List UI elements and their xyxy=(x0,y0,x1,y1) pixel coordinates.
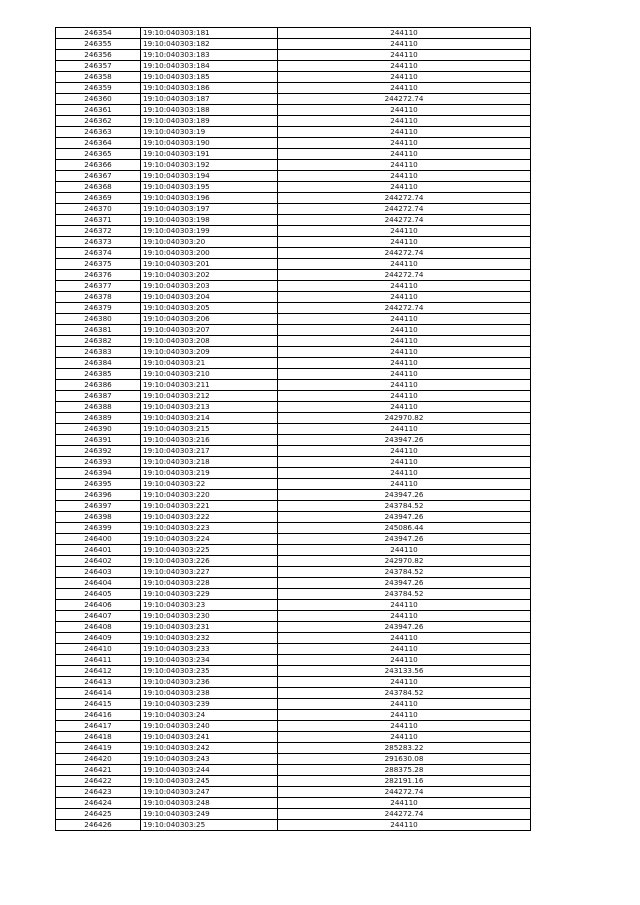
row-number-cell: 246389 xyxy=(56,413,141,424)
value-cell: 244110 xyxy=(278,699,531,710)
value-cell: 243784.52 xyxy=(278,567,531,578)
row-number-cell: 246390 xyxy=(56,424,141,435)
cadastral-number-cell: 19:10:040303:201 xyxy=(141,259,278,270)
value-cell: 243947.26 xyxy=(278,512,531,523)
table-row xyxy=(56,39,531,50)
value-cell: 244110 xyxy=(278,545,531,556)
value-cell: 244110 xyxy=(278,325,531,336)
table-row xyxy=(56,303,531,314)
cadastral-number-cell: 19:10:040303:198 xyxy=(141,215,278,226)
cadastral-number-cell: 19:10:040303:228 xyxy=(141,578,278,589)
table-row xyxy=(56,347,531,358)
table-row xyxy=(56,699,531,710)
table-row xyxy=(56,292,531,303)
row-number-cell: 246378 xyxy=(56,292,141,303)
value-cell: 244110 xyxy=(278,391,531,402)
value-cell: 244110 xyxy=(278,798,531,809)
cadastral-number-cell: 19:10:040303:230 xyxy=(141,611,278,622)
value-cell: 244110 xyxy=(278,149,531,160)
cadastral-number-cell: 19:10:040303:240 xyxy=(141,721,278,732)
value-cell: 282191.16 xyxy=(278,776,531,787)
value-cell: 244110 xyxy=(278,28,531,39)
row-number-cell: 246365 xyxy=(56,149,141,160)
table-row xyxy=(56,501,531,512)
table-row xyxy=(56,677,531,688)
table-row xyxy=(56,468,531,479)
row-number-cell: 246404 xyxy=(56,578,141,589)
row-number-cell: 246393 xyxy=(56,457,141,468)
cadastral-number-cell: 19:10:040303:234 xyxy=(141,655,278,666)
value-cell: 244110 xyxy=(278,710,531,721)
cadastral-number-cell: 19:10:040303:202 xyxy=(141,270,278,281)
table-row xyxy=(56,270,531,281)
row-number-cell: 246386 xyxy=(56,380,141,391)
value-cell: 244272.74 xyxy=(278,193,531,204)
table-row xyxy=(56,193,531,204)
table-row xyxy=(56,226,531,237)
cadastral-number-cell: 19:10:040303:197 xyxy=(141,204,278,215)
cadastral-number-cell: 19:10:040303:209 xyxy=(141,347,278,358)
table-row xyxy=(56,611,531,622)
table-row xyxy=(56,765,531,776)
table-row xyxy=(56,182,531,193)
row-number-cell: 246366 xyxy=(56,160,141,171)
cadastral-number-cell: 19:10:040303:199 xyxy=(141,226,278,237)
row-number-cell: 246421 xyxy=(56,765,141,776)
value-cell: 244110 xyxy=(278,160,531,171)
cadastral-number-cell: 19:10:040303:238 xyxy=(141,688,278,699)
row-number-cell: 246387 xyxy=(56,391,141,402)
table-row xyxy=(56,336,531,347)
value-cell: 244110 xyxy=(278,314,531,325)
value-cell: 244110 xyxy=(278,424,531,435)
row-number-cell: 246385 xyxy=(56,369,141,380)
cadastral-number-cell: 19:10:040303:185 xyxy=(141,72,278,83)
row-number-cell: 246419 xyxy=(56,743,141,754)
row-number-cell: 246383 xyxy=(56,347,141,358)
cadastral-number-cell: 19:10:040303:196 xyxy=(141,193,278,204)
table-row xyxy=(56,61,531,72)
table-row xyxy=(56,105,531,116)
cadastral-number-cell: 19:10:040303:24 xyxy=(141,710,278,721)
row-number-cell: 246401 xyxy=(56,545,141,556)
cadastral-number-cell: 19:10:040303:219 xyxy=(141,468,278,479)
value-cell: 244110 xyxy=(278,336,531,347)
value-cell: 244110 xyxy=(278,600,531,611)
row-number-cell: 246392 xyxy=(56,446,141,457)
table-row xyxy=(56,369,531,380)
cadastral-number-cell: 19:10:040303:203 xyxy=(141,281,278,292)
value-cell: 243947.26 xyxy=(278,435,531,446)
table-row xyxy=(56,776,531,787)
row-number-cell: 246396 xyxy=(56,490,141,501)
table-row xyxy=(56,534,531,545)
value-cell: 288375.28 xyxy=(278,765,531,776)
row-number-cell: 246424 xyxy=(56,798,141,809)
cadastral-number-cell: 19:10:040303:22 xyxy=(141,479,278,490)
row-number-cell: 246384 xyxy=(56,358,141,369)
cadastral-number-cell: 19:10:040303:243 xyxy=(141,754,278,765)
cadastral-number-cell: 19:10:040303:231 xyxy=(141,622,278,633)
row-number-cell: 246364 xyxy=(56,138,141,149)
value-cell: 243784.52 xyxy=(278,688,531,699)
table-row xyxy=(56,556,531,567)
table-row xyxy=(56,314,531,325)
cadastral-number-cell: 19:10:040303:224 xyxy=(141,534,278,545)
row-number-cell: 246362 xyxy=(56,116,141,127)
cadastral-number-cell: 19:10:040303:239 xyxy=(141,699,278,710)
row-number-cell: 246420 xyxy=(56,754,141,765)
table-row xyxy=(56,281,531,292)
cadastral-number-cell: 19:10:040303:187 xyxy=(141,94,278,105)
value-cell: 244110 xyxy=(278,237,531,248)
value-cell: 244110 xyxy=(278,369,531,380)
table-row xyxy=(56,600,531,611)
row-number-cell: 246356 xyxy=(56,50,141,61)
cadastral-number-cell: 19:10:040303:208 xyxy=(141,336,278,347)
value-cell: 244110 xyxy=(278,655,531,666)
value-cell: 244272.74 xyxy=(278,215,531,226)
row-number-cell: 246354 xyxy=(56,28,141,39)
value-cell: 244110 xyxy=(278,721,531,732)
table-row xyxy=(56,391,531,402)
row-number-cell: 246361 xyxy=(56,105,141,116)
cadastral-number-cell: 19:10:040303:188 xyxy=(141,105,278,116)
table-row xyxy=(56,732,531,743)
row-number-cell: 246397 xyxy=(56,501,141,512)
cadastral-number-cell: 19:10:040303:248 xyxy=(141,798,278,809)
value-cell: 244110 xyxy=(278,259,531,270)
table-row xyxy=(56,325,531,336)
value-cell: 243947.26 xyxy=(278,578,531,589)
row-number-cell: 246395 xyxy=(56,479,141,490)
row-number-cell: 246426 xyxy=(56,820,141,831)
row-number-cell: 246388 xyxy=(56,402,141,413)
value-cell: 285283.22 xyxy=(278,743,531,754)
table-row xyxy=(56,171,531,182)
cadastral-number-cell: 19:10:040303:213 xyxy=(141,402,278,413)
row-number-cell: 246409 xyxy=(56,633,141,644)
row-number-cell: 246357 xyxy=(56,61,141,72)
value-cell: 244110 xyxy=(278,292,531,303)
row-number-cell: 246410 xyxy=(56,644,141,655)
table-row xyxy=(56,237,531,248)
cadastral-number-cell: 19:10:040303:236 xyxy=(141,677,278,688)
table-row xyxy=(56,809,531,820)
value-cell: 244110 xyxy=(278,644,531,655)
value-cell: 244110 xyxy=(278,358,531,369)
cadastral-number-cell: 19:10:040303:215 xyxy=(141,424,278,435)
value-cell: 244110 xyxy=(278,380,531,391)
value-cell: 245086.44 xyxy=(278,523,531,534)
row-number-cell: 246412 xyxy=(56,666,141,677)
value-cell: 244272.74 xyxy=(278,204,531,215)
row-number-cell: 246375 xyxy=(56,259,141,270)
row-number-cell: 246423 xyxy=(56,787,141,798)
value-cell: 244110 xyxy=(278,457,531,468)
table-row xyxy=(56,204,531,215)
table-row xyxy=(56,457,531,468)
value-cell: 242970.82 xyxy=(278,413,531,424)
row-number-cell: 246416 xyxy=(56,710,141,721)
value-cell: 244110 xyxy=(278,138,531,149)
table-row xyxy=(56,83,531,94)
table-row xyxy=(56,798,531,809)
table-row xyxy=(56,259,531,270)
row-number-cell: 246400 xyxy=(56,534,141,545)
cadastral-number-cell: 19:10:040303:223 xyxy=(141,523,278,534)
value-cell: 244272.74 xyxy=(278,303,531,314)
table-row xyxy=(56,28,531,39)
row-number-cell: 246399 xyxy=(56,523,141,534)
cadastral-number-cell: 19:10:040303:207 xyxy=(141,325,278,336)
cadastral-number-cell: 19:10:040303:229 xyxy=(141,589,278,600)
row-number-cell: 246355 xyxy=(56,39,141,50)
row-number-cell: 246380 xyxy=(56,314,141,325)
row-number-cell: 246372 xyxy=(56,226,141,237)
row-number-cell: 246408 xyxy=(56,622,141,633)
row-number-cell: 246402 xyxy=(56,556,141,567)
value-cell: 244110 xyxy=(278,226,531,237)
value-cell: 244110 xyxy=(278,50,531,61)
value-cell: 244272.74 xyxy=(278,270,531,281)
table-row xyxy=(56,127,531,138)
table-row xyxy=(56,358,531,369)
cadastral-number-cell: 19:10:040303:191 xyxy=(141,149,278,160)
table-row xyxy=(56,424,531,435)
row-number-cell: 246360 xyxy=(56,94,141,105)
table-row xyxy=(56,622,531,633)
value-cell: 244110 xyxy=(278,72,531,83)
row-number-cell: 246368 xyxy=(56,182,141,193)
cadastral-number-cell: 19:10:040303:211 xyxy=(141,380,278,391)
cadastral-number-cell: 19:10:040303:19 xyxy=(141,127,278,138)
cadastral-number-cell: 19:10:040303:232 xyxy=(141,633,278,644)
table-row xyxy=(56,402,531,413)
table-row xyxy=(56,50,531,61)
row-number-cell: 246358 xyxy=(56,72,141,83)
cadastral-number-cell: 19:10:040303:242 xyxy=(141,743,278,754)
table-row xyxy=(56,248,531,259)
cadastral-number-cell: 19:10:040303:25 xyxy=(141,820,278,831)
cadastral-number-cell: 19:10:040303:249 xyxy=(141,809,278,820)
row-number-cell: 246363 xyxy=(56,127,141,138)
row-number-cell: 246370 xyxy=(56,204,141,215)
value-cell: 243784.52 xyxy=(278,589,531,600)
value-cell: 244110 xyxy=(278,468,531,479)
cadastral-number-cell: 19:10:040303:222 xyxy=(141,512,278,523)
value-cell: 244110 xyxy=(278,402,531,413)
value-cell: 243784.52 xyxy=(278,501,531,512)
row-number-cell: 246381 xyxy=(56,325,141,336)
cadastral-number-cell: 19:10:040303:244 xyxy=(141,765,278,776)
table-row xyxy=(56,688,531,699)
row-number-cell: 246394 xyxy=(56,468,141,479)
value-cell: 244110 xyxy=(278,182,531,193)
row-number-cell: 246369 xyxy=(56,193,141,204)
row-number-cell: 246374 xyxy=(56,248,141,259)
row-number-cell: 246403 xyxy=(56,567,141,578)
row-number-cell: 246417 xyxy=(56,721,141,732)
cadastral-number-cell: 19:10:040303:233 xyxy=(141,644,278,655)
cadastral-number-cell: 19:10:040303:192 xyxy=(141,160,278,171)
cadastral-number-cell: 19:10:040303:235 xyxy=(141,666,278,677)
table-row xyxy=(56,820,531,831)
table-body xyxy=(56,28,531,831)
table-row xyxy=(56,479,531,490)
value-cell: 244110 xyxy=(278,446,531,457)
row-number-cell: 246373 xyxy=(56,237,141,248)
value-cell: 244110 xyxy=(278,105,531,116)
table-row xyxy=(56,743,531,754)
cadastral-number-cell: 19:10:040303:181 xyxy=(141,28,278,39)
value-cell: 244110 xyxy=(278,171,531,182)
value-cell: 244110 xyxy=(278,732,531,743)
row-number-cell: 246379 xyxy=(56,303,141,314)
value-cell: 244110 xyxy=(278,281,531,292)
cadastral-number-cell: 19:10:040303:221 xyxy=(141,501,278,512)
cadastral-number-cell: 19:10:040303:212 xyxy=(141,391,278,402)
cadastral-number-cell: 19:10:040303:216 xyxy=(141,435,278,446)
cadastral-number-cell: 19:10:040303:189 xyxy=(141,116,278,127)
row-number-cell: 246367 xyxy=(56,171,141,182)
cadastral-number-cell: 19:10:040303:20 xyxy=(141,237,278,248)
value-cell: 291630.08 xyxy=(278,754,531,765)
table-row xyxy=(56,523,531,534)
row-number-cell: 246407 xyxy=(56,611,141,622)
table-row xyxy=(56,72,531,83)
table-row xyxy=(56,567,531,578)
cadastral-number-cell: 19:10:040303:182 xyxy=(141,39,278,50)
value-cell: 244110 xyxy=(278,677,531,688)
table-row xyxy=(56,380,531,391)
cadastral-number-cell: 19:10:040303:200 xyxy=(141,248,278,259)
cadastral-number-cell: 19:10:040303:186 xyxy=(141,83,278,94)
table-row xyxy=(56,160,531,171)
table-row xyxy=(56,545,531,556)
row-number-cell: 246391 xyxy=(56,435,141,446)
value-cell: 242970.82 xyxy=(278,556,531,567)
table-row xyxy=(56,721,531,732)
table-row xyxy=(56,633,531,644)
value-cell: 243133.56 xyxy=(278,666,531,677)
row-number-cell: 246414 xyxy=(56,688,141,699)
table-row xyxy=(56,215,531,226)
cadastral-number-cell: 19:10:040303:218 xyxy=(141,457,278,468)
table-row xyxy=(56,655,531,666)
table-row xyxy=(56,754,531,765)
cadastral-number-cell: 19:10:040303:195 xyxy=(141,182,278,193)
table-row xyxy=(56,589,531,600)
cadastral-number-cell: 19:10:040303:205 xyxy=(141,303,278,314)
table-row xyxy=(56,666,531,677)
cadastral-number-cell: 19:10:040303:245 xyxy=(141,776,278,787)
cadastral-number-cell: 19:10:040303:210 xyxy=(141,369,278,380)
cadastral-number-cell: 19:10:040303:214 xyxy=(141,413,278,424)
row-number-cell: 246398 xyxy=(56,512,141,523)
value-cell: 244110 xyxy=(278,479,531,490)
cadastral-number-cell: 19:10:040303:184 xyxy=(141,61,278,72)
cadastral-number-cell: 19:10:040303:220 xyxy=(141,490,278,501)
cadastral-number-cell: 19:10:040303:241 xyxy=(141,732,278,743)
value-cell: 244272.74 xyxy=(278,94,531,105)
cadastral-number-cell: 19:10:040303:204 xyxy=(141,292,278,303)
value-cell: 244110 xyxy=(278,347,531,358)
row-number-cell: 246425 xyxy=(56,809,141,820)
value-cell: 244110 xyxy=(278,39,531,50)
cadastral-number-cell: 19:10:040303:190 xyxy=(141,138,278,149)
row-number-cell: 246405 xyxy=(56,589,141,600)
cadastral-number-cell: 19:10:040303:217 xyxy=(141,446,278,457)
row-number-cell: 246415 xyxy=(56,699,141,710)
value-cell: 244110 xyxy=(278,633,531,644)
row-number-cell: 246371 xyxy=(56,215,141,226)
value-cell: 244110 xyxy=(278,61,531,72)
cadastral-number-cell: 19:10:040303:225 xyxy=(141,545,278,556)
table-row xyxy=(56,94,531,105)
table-row xyxy=(56,435,531,446)
value-cell: 243947.26 xyxy=(278,622,531,633)
cadastral-number-cell: 19:10:040303:183 xyxy=(141,50,278,61)
value-cell: 244110 xyxy=(278,116,531,127)
row-number-cell: 246359 xyxy=(56,83,141,94)
table-row xyxy=(56,644,531,655)
row-number-cell: 246413 xyxy=(56,677,141,688)
table-row xyxy=(56,710,531,721)
cadastral-number-cell: 19:10:040303:21 xyxy=(141,358,278,369)
table-row xyxy=(56,116,531,127)
table-row xyxy=(56,512,531,523)
value-cell: 244272.74 xyxy=(278,809,531,820)
row-number-cell: 246377 xyxy=(56,281,141,292)
cadastral-number-cell: 19:10:040303:194 xyxy=(141,171,278,182)
table-row xyxy=(56,490,531,501)
cadastral-number-cell: 19:10:040303:206 xyxy=(141,314,278,325)
table-row xyxy=(56,138,531,149)
cadastral-number-cell: 19:10:040303:227 xyxy=(141,567,278,578)
value-cell: 244110 xyxy=(278,820,531,831)
cadastral-number-cell: 19:10:040303:23 xyxy=(141,600,278,611)
value-cell: 244272.74 xyxy=(278,248,531,259)
value-cell: 243947.26 xyxy=(278,490,531,501)
table-row xyxy=(56,413,531,424)
value-cell: 244272.74 xyxy=(278,787,531,798)
value-cell: 244110 xyxy=(278,611,531,622)
row-number-cell: 246422 xyxy=(56,776,141,787)
value-cell: 244110 xyxy=(278,83,531,94)
row-number-cell: 246411 xyxy=(56,655,141,666)
value-cell: 243947.26 xyxy=(278,534,531,545)
table-row xyxy=(56,578,531,589)
row-number-cell: 246376 xyxy=(56,270,141,281)
row-number-cell: 246406 xyxy=(56,600,141,611)
row-number-cell: 246418 xyxy=(56,732,141,743)
row-number-cell: 246382 xyxy=(56,336,141,347)
table-row xyxy=(56,787,531,798)
cadastral-number-cell: 19:10:040303:247 xyxy=(141,787,278,798)
table-row xyxy=(56,446,531,457)
cadastral-number-cell: 19:10:040303:226 xyxy=(141,556,278,567)
cadastral-value-table xyxy=(55,27,531,831)
value-cell: 244110 xyxy=(278,127,531,138)
table-row xyxy=(56,149,531,160)
